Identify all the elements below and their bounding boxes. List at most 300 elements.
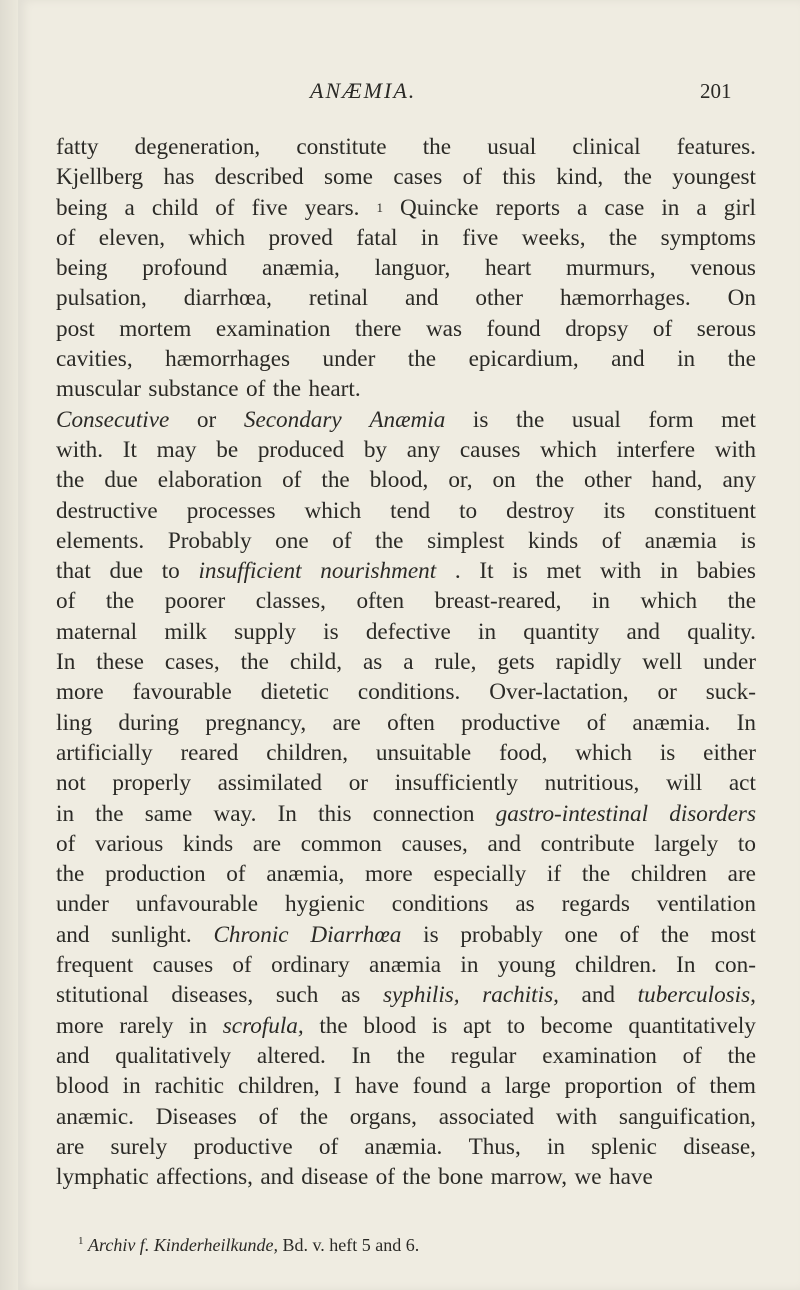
- word: in: [478, 618, 497, 645]
- word: of: [619, 921, 639, 948]
- word: met: [721, 406, 756, 433]
- word: blood,: [369, 467, 429, 494]
- word: cases: [393, 164, 443, 191]
- word: blood: [363, 1012, 417, 1039]
- word: often: [356, 588, 405, 615]
- word: are: [252, 830, 282, 857]
- word: It: [479, 558, 494, 585]
- word: any: [406, 436, 441, 463]
- word: youngest: [672, 164, 756, 191]
- word: the: [535, 467, 564, 494]
- word: examination: [215, 315, 331, 342]
- italic-word: syphilis,: [382, 982, 460, 1009]
- word: or: [657, 679, 677, 706]
- word: serous: [696, 315, 756, 342]
- page-number: 201: [700, 79, 732, 103]
- word: a: [696, 194, 707, 221]
- word: heart: [484, 255, 532, 282]
- word: them: [709, 1073, 756, 1100]
- word: being: [56, 255, 108, 282]
- word: with: [599, 558, 642, 585]
- text-line: [56, 132, 756, 162]
- word: supply: [234, 618, 296, 645]
- word: .: [454, 558, 461, 585]
- word: of: [332, 527, 352, 554]
- word: and: [56, 1042, 90, 1069]
- word: fatal: [356, 224, 398, 251]
- text-line: [56, 738, 756, 768]
- word: other: [583, 467, 632, 494]
- word: insufficiently: [394, 770, 518, 797]
- word: affections,: [156, 1164, 253, 1191]
- word: proved: [268, 224, 333, 251]
- word: child: [151, 194, 199, 221]
- word: some: [324, 164, 373, 191]
- word: causes,: [401, 830, 468, 857]
- word: regards: [561, 891, 630, 918]
- word: of: [56, 588, 76, 615]
- italic-word: Chronic: [213, 921, 289, 948]
- word: reared: [180, 739, 239, 766]
- word: a: [124, 194, 135, 221]
- word: on: [492, 467, 516, 494]
- word: destroy: [506, 497, 575, 524]
- word: is: [659, 739, 676, 766]
- word: anæmia.: [364, 1133, 443, 1160]
- text-line: [56, 435, 756, 465]
- word: in: [460, 952, 479, 979]
- word: is: [512, 558, 528, 585]
- word: degeneration,: [134, 134, 261, 160]
- word: causes: [152, 952, 214, 979]
- word: is: [740, 527, 756, 554]
- word: murmurs,: [566, 255, 656, 282]
- word: altered.: [256, 1042, 326, 1069]
- text-line: [56, 1011, 756, 1041]
- word: that: [56, 558, 91, 585]
- word: case: [604, 194, 645, 221]
- word: unsuitable: [375, 739, 472, 766]
- word: is: [472, 406, 489, 433]
- word: with: [555, 1103, 598, 1130]
- word: hæmorrhages: [165, 346, 291, 373]
- text-line: [56, 162, 756, 192]
- text-line: [56, 980, 756, 1010]
- word: gets: [497, 649, 535, 676]
- word: or,: [448, 467, 473, 494]
- word: especially: [433, 861, 527, 888]
- word: kind,: [556, 164, 604, 191]
- running-title: ANÆMIA.: [310, 78, 417, 103]
- word: as: [362, 649, 383, 676]
- text-line: [56, 829, 756, 859]
- word: Probably: [167, 527, 252, 554]
- word: disease,: [683, 1133, 756, 1160]
- text-line: [56, 556, 756, 586]
- word: the: [727, 346, 756, 373]
- word: in: [591, 588, 610, 615]
- word: anæmia: [644, 527, 717, 554]
- word: elements.: [56, 527, 145, 554]
- word: I: [333, 1073, 342, 1100]
- word: a: [403, 649, 414, 676]
- word: which: [304, 497, 362, 524]
- word: the: [608, 224, 638, 251]
- word: which: [188, 224, 246, 251]
- text-line: [56, 708, 756, 738]
- word: tend: [390, 497, 431, 524]
- word: and: [56, 921, 90, 948]
- word: years.: [304, 194, 360, 221]
- word: in: [659, 558, 678, 585]
- word: weeks,: [521, 224, 586, 251]
- word: there: [355, 315, 402, 342]
- word: the: [56, 467, 85, 494]
- word: dietetic: [260, 679, 329, 706]
- word: interfere: [616, 436, 696, 463]
- word: In: [277, 800, 297, 827]
- italic-word: rachitis,: [482, 982, 559, 1009]
- text-line: [56, 465, 756, 495]
- text-line: [56, 1162, 756, 1192]
- word: one: [275, 527, 309, 554]
- text-line: [56, 496, 756, 526]
- word: due: [104, 467, 138, 494]
- word: this: [318, 800, 352, 827]
- text-line: [56, 768, 756, 798]
- word: kinds: [527, 527, 579, 554]
- word: is: [431, 1012, 448, 1039]
- italic-word: nourishment: [320, 558, 437, 585]
- word: under: [703, 649, 756, 676]
- word: fatty: [56, 134, 99, 160]
- word: found: [412, 1073, 467, 1100]
- word: anæmia: [368, 952, 442, 979]
- word: It: [122, 436, 137, 463]
- word: In: [676, 952, 696, 979]
- word: be: [216, 436, 239, 463]
- word: of: [282, 467, 302, 494]
- word: during: [118, 709, 179, 736]
- word: reports: [495, 194, 561, 221]
- word: nutritious,: [544, 770, 640, 797]
- word: hand,: [651, 467, 703, 494]
- word: which: [540, 436, 597, 463]
- word: post: [56, 315, 95, 342]
- word: met: [546, 558, 582, 585]
- word: cavities,: [56, 346, 133, 373]
- word: constitute: [296, 134, 387, 160]
- word: being: [56, 194, 108, 221]
- italic-word: tuberculosis,: [637, 982, 756, 1009]
- word: of: [586, 709, 607, 736]
- word: of: [56, 830, 76, 857]
- word: hæmorrhages.: [559, 285, 691, 312]
- word: most: [710, 921, 756, 948]
- word: poorer: [164, 588, 226, 615]
- word: retinal: [308, 285, 369, 312]
- word: the: [515, 406, 545, 433]
- word: lymphatic: [56, 1164, 149, 1191]
- word: processes: [186, 497, 276, 524]
- word: child,: [289, 649, 343, 676]
- word: of: [246, 376, 266, 403]
- text-line: [56, 1041, 756, 1071]
- word: suck-: [705, 679, 756, 706]
- word: organs,: [349, 1103, 417, 1130]
- word: five: [251, 194, 288, 221]
- word: maternal: [56, 618, 138, 645]
- word: its: [603, 497, 626, 524]
- word: same: [144, 800, 193, 827]
- word: of: [601, 527, 622, 554]
- word: of: [462, 164, 482, 191]
- word: rule,: [434, 649, 477, 676]
- word: will: [666, 770, 703, 797]
- footnote-source: Archiv f. Kinderheilkunde,: [88, 1235, 278, 1255]
- word: act: [728, 770, 756, 797]
- word: children,: [266, 739, 349, 766]
- word: the: [727, 588, 756, 615]
- text-line: [56, 647, 756, 677]
- word: classes,: [255, 588, 326, 615]
- word: symptoms: [660, 224, 756, 251]
- word: productive: [193, 1133, 293, 1160]
- word: as: [340, 982, 361, 1009]
- word: a: [577, 194, 588, 221]
- word: the: [660, 921, 690, 948]
- word: was: [425, 315, 462, 342]
- word: the: [240, 649, 269, 676]
- word: properly: [112, 770, 191, 797]
- word: qualitatively: [115, 1042, 232, 1069]
- word: have: [355, 1073, 399, 1100]
- word: Over-lactation,: [489, 679, 629, 706]
- word: young: [497, 952, 556, 979]
- footnote-detail: Bd. v. heft 5 and 6.: [277, 1235, 420, 1255]
- word: stitutional: [56, 982, 149, 1009]
- word: we: [574, 1164, 602, 1191]
- italic-word: Anæmia: [369, 406, 446, 433]
- word: the: [56, 861, 85, 888]
- word: food,: [499, 739, 548, 766]
- word: to: [459, 497, 478, 524]
- word: the: [375, 527, 404, 554]
- word: ling: [56, 709, 93, 736]
- word: of: [375, 1164, 395, 1191]
- word: splenic: [591, 1133, 657, 1160]
- word: in: [122, 1073, 141, 1100]
- text-line: [56, 920, 756, 950]
- word: sunlight.: [111, 921, 192, 948]
- word: pulsation,: [56, 285, 147, 312]
- word: regular: [450, 1042, 517, 1069]
- word: of: [652, 315, 673, 342]
- word: of: [215, 194, 235, 221]
- word: unfavourable: [135, 891, 259, 918]
- word: one: [564, 921, 598, 948]
- word: well: [642, 649, 683, 676]
- word: as: [515, 891, 535, 918]
- word: various: [94, 830, 164, 857]
- word: form: [648, 406, 694, 433]
- word: with.: [56, 436, 104, 463]
- word: constituent: [654, 497, 756, 524]
- word: the: [95, 800, 124, 827]
- word: pregnancy,: [205, 709, 307, 736]
- word: common: [300, 830, 382, 857]
- text-line: [56, 889, 756, 919]
- word: of: [682, 1042, 702, 1069]
- word: clinical: [572, 134, 641, 160]
- word: anæmia,: [261, 255, 340, 282]
- word: examination: [542, 1042, 657, 1069]
- text-line: [56, 314, 756, 344]
- word: apt: [462, 1012, 492, 1039]
- word: of: [258, 1103, 278, 1130]
- word: girl: [723, 194, 756, 221]
- word: of: [318, 1133, 339, 1160]
- word: the: [299, 1103, 329, 1130]
- word: substance: [148, 376, 239, 403]
- text-line: [56, 677, 756, 707]
- word: the: [272, 376, 302, 403]
- word: or: [348, 770, 369, 797]
- word: diseases,: [171, 982, 254, 1009]
- word: such: [275, 982, 319, 1009]
- word: associated: [438, 1103, 535, 1130]
- word: elaboration: [157, 467, 263, 494]
- word: the: [623, 164, 652, 191]
- word: children: [630, 861, 707, 888]
- word: are: [56, 1133, 85, 1160]
- word: of: [676, 1073, 696, 1100]
- word: heart.: [308, 376, 361, 403]
- word: the: [105, 588, 135, 615]
- word: blood: [56, 1073, 109, 1100]
- word: and: [260, 1164, 294, 1191]
- text-line: [56, 223, 756, 253]
- footnote-marker: 1: [78, 1235, 84, 1247]
- text-line: [56, 1102, 756, 1132]
- word: production: [105, 861, 206, 888]
- word: surely: [110, 1133, 168, 1160]
- word: Thus,: [468, 1133, 521, 1160]
- italic-word: disorders: [669, 800, 756, 827]
- word: the: [422, 134, 452, 160]
- word: In: [736, 709, 756, 736]
- word: largely: [654, 830, 719, 857]
- word: other: [475, 285, 524, 312]
- text-line: [56, 950, 756, 980]
- text-line: [56, 405, 756, 435]
- word: anæmic.: [56, 1103, 134, 1130]
- word: children.: [575, 952, 657, 979]
- word: ventilation: [656, 891, 756, 918]
- word: these: [96, 649, 144, 676]
- word: large: [504, 1073, 551, 1100]
- word: either: [703, 739, 756, 766]
- italic-word: gastro-intestinal: [495, 800, 649, 827]
- word: artificially: [56, 739, 153, 766]
- word: marrow,: [490, 1164, 568, 1191]
- word: Kjellberg: [56, 164, 144, 191]
- word: has: [163, 164, 195, 191]
- word: produced: [257, 436, 345, 463]
- word: of: [232, 952, 252, 979]
- word: not: [56, 770, 86, 797]
- word: babies: [696, 558, 756, 585]
- word: muscular: [56, 376, 141, 403]
- word: become: [540, 1012, 613, 1039]
- word: In: [56, 649, 76, 676]
- word: the: [396, 1042, 425, 1069]
- word: sanguification,: [618, 1103, 756, 1130]
- word: mortem: [119, 315, 192, 342]
- word: the: [319, 1012, 348, 1039]
- word: rarely: [119, 1012, 174, 1039]
- italic-word: scrofula,: [222, 1012, 304, 1039]
- word: simplest: [427, 527, 505, 554]
- word: in: [189, 1012, 208, 1039]
- word: the: [321, 467, 350, 494]
- word: in: [56, 800, 75, 827]
- word: by: [363, 436, 387, 463]
- word: hygienic: [285, 891, 365, 918]
- word: more: [365, 861, 413, 888]
- italic-word: Consecutive: [56, 406, 170, 433]
- word: venous: [690, 255, 756, 282]
- word: in: [546, 1133, 566, 1160]
- word: In: [351, 1042, 371, 1069]
- word: or: [196, 406, 217, 433]
- word: and: [611, 346, 645, 373]
- word: is: [423, 921, 439, 948]
- word: quantity: [523, 618, 600, 645]
- word: under: [56, 891, 109, 918]
- text-line: [56, 1071, 756, 1101]
- word: often: [387, 709, 435, 736]
- word: if: [546, 861, 562, 888]
- text-line: [56, 617, 756, 647]
- footnote: [78, 1235, 419, 1256]
- word: to: [161, 558, 180, 585]
- text-line: [56, 344, 756, 374]
- word: disease: [301, 1164, 369, 1191]
- word: are: [727, 861, 756, 888]
- word: this: [502, 164, 536, 191]
- word: usual: [571, 406, 621, 433]
- word: ordinary: [271, 952, 350, 979]
- word: milk: [164, 618, 207, 645]
- word: found: [486, 315, 541, 342]
- word: five: [462, 224, 499, 251]
- word: kinds: [182, 830, 234, 857]
- word: Quincke: [400, 194, 479, 221]
- word: under: [322, 346, 376, 373]
- word: On: [727, 285, 756, 312]
- word: con-: [714, 952, 756, 979]
- word: way.: [213, 800, 257, 827]
- word: bone: [438, 1164, 484, 1191]
- word: the: [407, 346, 437, 373]
- italic-word: Diarrhœa: [310, 921, 402, 948]
- word: of: [56, 224, 76, 251]
- page-gutter: [0, 0, 18, 1290]
- word: to: [737, 830, 756, 857]
- word: with: [714, 436, 756, 463]
- italic-word: insufficient: [198, 558, 302, 585]
